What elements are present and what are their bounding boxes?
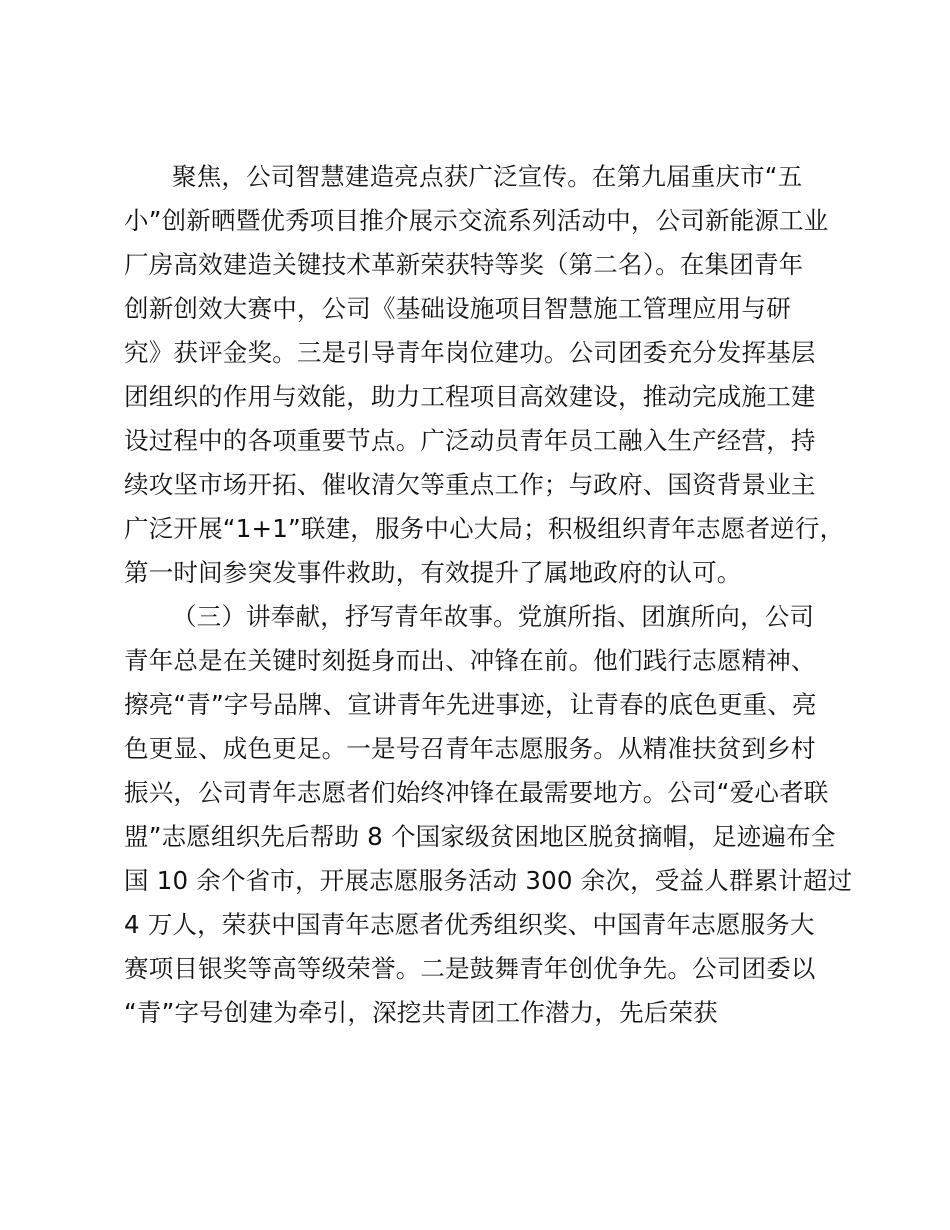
text-line: 第一时间参突发事件救助，有效提升了属地政府的认可。 bbox=[124, 558, 742, 587]
text-line: “青”字号创建为牵引，深挖共青团工作潜力，先后荣获 bbox=[124, 998, 718, 1027]
text-line: 创新创效大赛中，公司《基础设施项目智慧施工管理应用与研 bbox=[124, 294, 791, 323]
text-line: 广泛开展“1+1”联建，服务中心大局；积极组织青年志愿者逆行， bbox=[124, 514, 845, 543]
text-line: 国 10 余个省市，开展志愿服务活动 300 余次，受益人群累计超过 bbox=[124, 866, 853, 895]
text-line: 聚焦，公司智慧建造亮点获广泛宣传。在第九届重庆市“五 bbox=[172, 162, 803, 191]
text-line: 赛项目银奖等高等级荣誉。二是鼓舞青年创优争先。公司团委以 bbox=[124, 954, 816, 983]
text-line: 小”创新晒暨优秀项目推介展示交流系列活动中，公司新能源工业 bbox=[124, 206, 829, 235]
text-line: 盟”志愿组织先后帮助 8 个国家级贫困地区脱贫摘帽，足迹遍布全 bbox=[124, 822, 836, 851]
text-line: 厂房高效建造关键技术革新荣获特等奖（第二名）。在集团青年 bbox=[124, 250, 804, 279]
text-line: 振兴，公司青年志愿者们始终冲锋在最需要地方。公司“爱心者联 bbox=[124, 778, 829, 807]
text-line: 擦亮“青”字号品牌、宣讲青年先进事迹，让青春的底色更重、亮 bbox=[124, 690, 817, 719]
text-line: 色更显、成色更足。一是号召青年志愿服务。从精准扶贫到乡村 bbox=[124, 734, 816, 763]
text-line: 青年总是在关键时刻挺身而出、冲锋在前。他们践行志愿精神、 bbox=[124, 646, 816, 675]
text-line: 究》获评金奖。三是引导青年岗位建功。公司团委充分发挥基层 bbox=[124, 338, 816, 367]
text-line: 团组织的作用与效能，助力工程项目高效建设，推动完成施工建 bbox=[124, 382, 816, 411]
text-line: 4 万人，荣获中国青年志愿者优秀组织奖、中国青年志愿服务大 bbox=[124, 910, 815, 939]
text-line: 续攻坚市场开拓、催收清欠等重点工作；与政府、国资背景业主 bbox=[124, 470, 816, 499]
text-line: 设过程中的各项重要节点。广泛动员青年员工融入生产经营，持 bbox=[124, 426, 816, 455]
text-line: （三）讲奉献，抒写青年故事。党旗所指、团旗所向，公司 bbox=[172, 602, 815, 631]
